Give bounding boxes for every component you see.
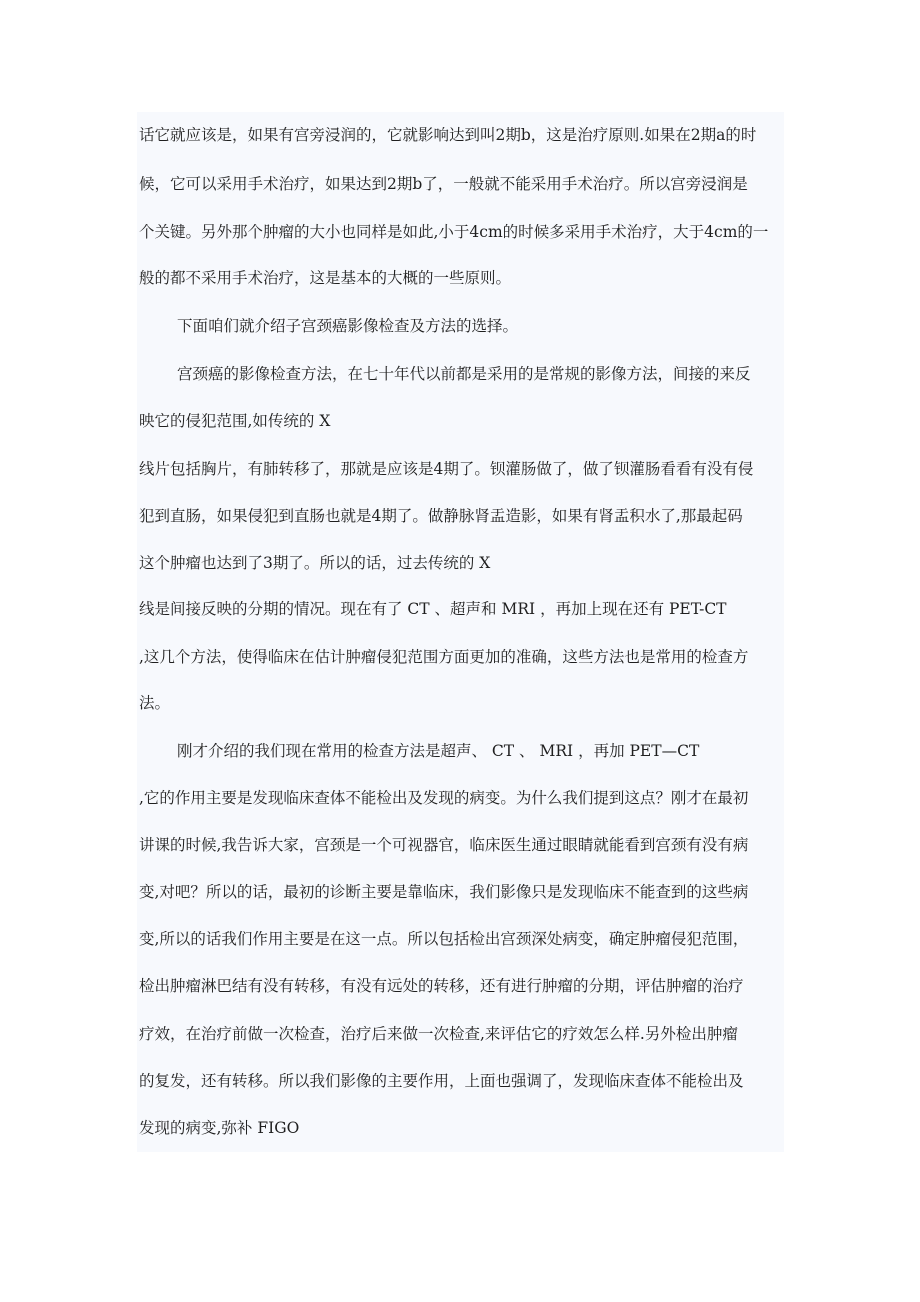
text-line: 的复发，还有转移。所以我们影像的主要作用，上面也强调了，发现临床查体不能检出及 bbox=[139, 1072, 744, 1090]
paragraph-first-line: 下面咱们就介绍子宫颈癌影像检查及方法的选择。 bbox=[177, 317, 519, 335]
text-line: ,它的作用主要是发现临床查体不能检出及发现的病变。为什么我们提到这点？刚才在最初 bbox=[139, 789, 749, 807]
text-line: 变,对吧？所以的话，最初的诊断主要是靠临床，我们影像只是发现临床不能查到的这些病 bbox=[139, 883, 749, 901]
text-line: 变,所以的话我们作用主要是在这一点。所以包括检出宫颈深处病变，确定肿瘤侵犯范围， bbox=[139, 930, 749, 948]
text-line: 线是间接反映的分期的情况。现在有了 CT 、超声和 MRI ，再加上现在还有 PET-CT bbox=[139, 600, 727, 618]
text-line: 映它的侵犯范围,如传统的 X bbox=[139, 412, 331, 430]
paragraph-first-line: 刚才介绍的我们现在常用的检查方法是超声、 CT 、 MRI ，再加 PET—CT bbox=[177, 742, 700, 760]
text-line: 发现的病变,弥补 FIGO bbox=[139, 1119, 300, 1137]
text-line: 讲课的时候,我告诉大家，宫颈是一个可视器官，临床医生通过眼睛就能看到宫颈有没有病 bbox=[139, 836, 749, 854]
text-line: 候，它可以采用手术治疗，如果达到2期b了，一般就不能采用手术治疗。所以宫旁浸润是 bbox=[139, 175, 748, 193]
text-line: 检出肿瘤淋巴结有没有转移，有没有远处的转移，还有进行肿瘤的分期，评估肿瘤的治疗 bbox=[139, 977, 744, 995]
text-line: 这个肿瘤也达到了3期了。所以的话，过去传统的 X bbox=[139, 554, 491, 572]
text-line: 话它就应该是，如果有宫旁浸润的，它就影响达到叫2期b，这是治疗原则.如果在2期a的时 bbox=[139, 126, 757, 144]
text-line: ,这几个方法，使得临床在估计肿瘤侵犯范围方面更加的准确，这些方法也是常用的检查方 bbox=[139, 648, 749, 666]
text-line: 般的都不采用手术治疗，这是基本的大概的一些原则。 bbox=[139, 269, 512, 287]
text-line: 法。 bbox=[139, 694, 171, 712]
text-line: 犯到直肠，如果侵犯到直肠也就是4期了。做静脉肾盂造影，如果有肾盂积水了,那最起码 bbox=[139, 507, 743, 525]
text-line: 疗效，在治疗前做一次检查，治疗后来做一次检查,来评估它的疗效怎么样.另外检出肿瘤 bbox=[139, 1025, 738, 1043]
text-line: 个关键。另外那个肿瘤的大小也同样是如此,小于4cm的时候多采用手术治疗，大于4cm的一 bbox=[139, 223, 769, 241]
paragraph-first-line: 宫颈癌的影像检查方法，在七十年代以前都是采用的是常规的影像方法，间接的来反 bbox=[177, 365, 751, 383]
text-line: 线片包括胸片，有肺转移了，那就是应该是4期了。钡灌肠做了，做了钡灌肠看看有没有侵 bbox=[139, 460, 754, 478]
